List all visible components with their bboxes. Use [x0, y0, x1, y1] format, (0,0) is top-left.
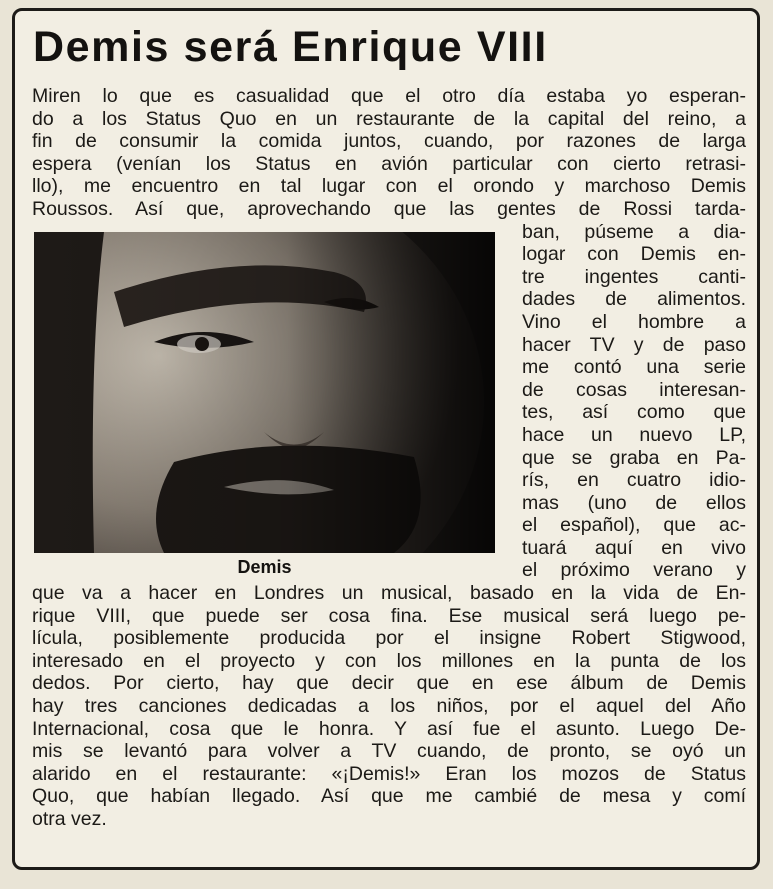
body-line: me contó una serie: [522, 356, 746, 379]
body-line: el próximo verano y: [522, 559, 746, 582]
newspaper-clipping: [12, 8, 760, 870]
body-line: fin de consumir la comida juntos, cuando, por razones de larga: [32, 130, 746, 153]
body-line: lícula, posiblemente producida por el insigne Robert Stigwood,: [32, 627, 746, 650]
body-line: Roussos. Así que, aprovechando que las gentes de Rossi tarda-: [32, 197, 746, 220]
photo-caption: Demis: [237, 557, 292, 577]
body-line: hacer TV y de paso: [522, 333, 746, 356]
body-line: dades de alimentos.: [522, 288, 746, 311]
body-line: interesado en el proyecto y con los millones en la punta de los: [32, 649, 746, 672]
body-line: espera (venían los Status en avión particular con cierto retrasi-: [32, 152, 746, 175]
headline: Demis será Enrique VIII: [33, 23, 548, 71]
body-line: rís, en cuatro idio-: [522, 469, 746, 492]
body-line: rique VIII, que puede ser cosa fina. Ese musical será luego pe-: [32, 604, 746, 627]
body-line: otra vez.: [32, 808, 107, 830]
demis-photo: [34, 232, 495, 553]
body-line: alarido en el restaurante: «¡Demis!» Eran los mozos de Status: [32, 762, 746, 785]
body-line: Internacional, cosa que le honra. Y así fue el asunto. Luego De-: [32, 717, 746, 740]
body-line: tuará aquí en vivo: [522, 536, 746, 559]
body-line: que se graba en Pa-: [522, 446, 746, 469]
body-line: que va a hacer en Londres un musical, basado en la vida de En-: [32, 582, 746, 605]
body-line: Vino el hombre a: [522, 310, 746, 333]
body-line: mas (uno de ellos: [522, 491, 746, 514]
body-line: llo), me encuentro en tal lugar con el orondo y marchoso Demis: [32, 175, 746, 198]
body-line: mis se levantó para volver a TV cuando, de pronto, se oyó un: [32, 740, 746, 763]
body-line: el español), que ac-: [522, 514, 746, 537]
body-line: logar con Demis en-: [522, 243, 746, 266]
body-line: hay tres canciones dedicadas a los niños, por el aquel del Año: [32, 695, 746, 718]
body-line: Quo, que habían llegado. Así que me cambié de mesa y comí: [32, 785, 746, 808]
body-line: tes, así como que: [522, 401, 746, 424]
body-line: de cosas interesan-: [522, 378, 746, 401]
body-line: tre ingentes canti-: [522, 265, 746, 288]
body-line: dedos. Por cierto, hay que decir que en ese álbum de Demis: [32, 672, 746, 695]
body-line: ban, púseme a dia-: [522, 220, 746, 243]
body-line: do a los Status Quo en un restaurante de la capital del reino, a: [32, 107, 746, 130]
body-line: Miren lo que es casualidad que el otro día estaba yo esperan-: [32, 85, 746, 107]
body-line: hace un nuevo LP,: [522, 423, 746, 446]
